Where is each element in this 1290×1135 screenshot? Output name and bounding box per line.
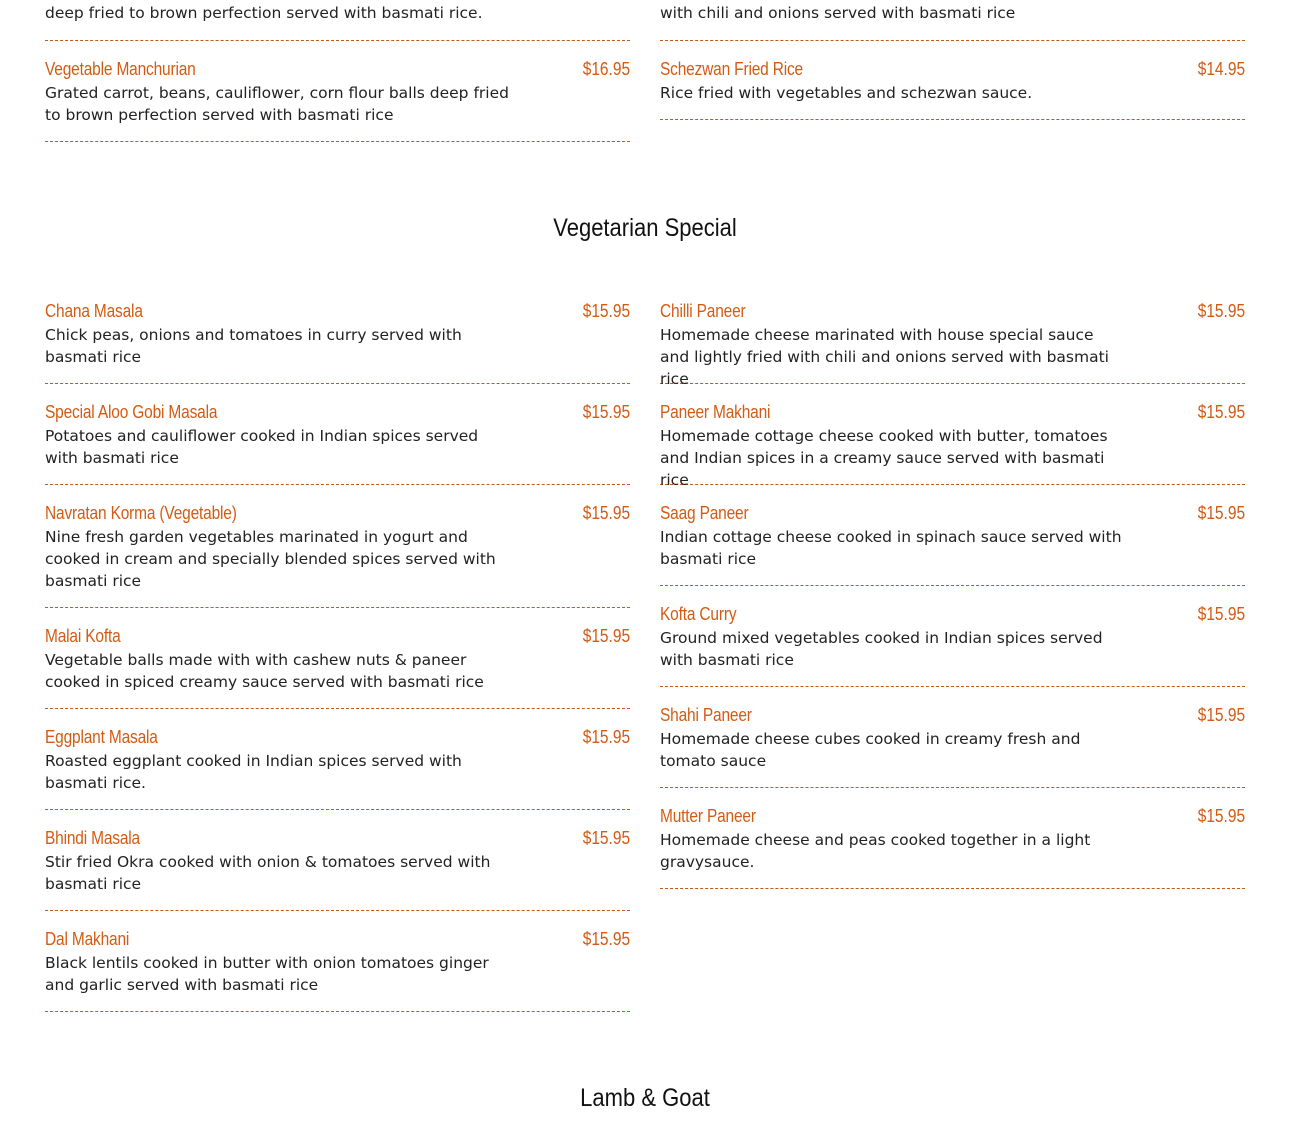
menu-item-name: Schezwan Fried Rice — [660, 59, 804, 79]
menu-item[interactable] — [45, 625, 630, 709]
menu-item[interactable] — [660, 805, 1245, 889]
menu-item-description: Ground mixed vegetables cooked in Indian spices served with basmati rice — [660, 629, 1103, 669]
menu-item-price: $15.95 — [1197, 705, 1245, 725]
menu-item-price: $15.95 — [582, 402, 630, 422]
menu-item-description: Rice fried with vegetables and schezwan sauce. — [660, 84, 1033, 102]
menu-item-name: Malai Kofta — [45, 626, 121, 646]
menu-item-name: Special Aloo Gobi Masala — [45, 402, 218, 422]
menu-item-name: Paneer Makhani — [660, 402, 771, 422]
menu-item-name: Bhindi Masala — [45, 828, 141, 848]
divider — [660, 40, 1245, 41]
menu-item[interactable] — [45, 928, 630, 1012]
menu-item[interactable] — [660, 300, 1245, 388]
menu-item-description: Roasted eggplant cooked in Indian spices served with basmati rice. — [45, 752, 462, 792]
menu-item-description: Grated carrot, beans, cauliflower, corn flour balls deep fried to brown perfection served with basmati rice — [45, 84, 509, 124]
menu-item-price: $15.95 — [582, 301, 630, 321]
menu-item-description: Homemade cheese and peas cooked together in a light gravysauce. — [660, 831, 1091, 871]
menu-item-name: Navratan Korma (Vegetable) — [45, 503, 237, 523]
menu-item-price: $15.95 — [582, 626, 630, 646]
menu-item-description: Black lentils cooked in butter with onion tomatoes ginger and garlic served with basmati rice — [45, 954, 489, 994]
menu-item-price: $16.95 — [582, 59, 630, 79]
menu-item-price: $15.95 — [582, 929, 630, 949]
menu-item-description-partial: with chili and onions served with basmati rice — [660, 4, 1016, 22]
menu-item[interactable] — [45, 827, 630, 911]
menu-item-price: $15.95 — [582, 727, 630, 747]
menu-item-price: $15.95 — [582, 503, 630, 523]
menu-item-description: Indian cottage cheese cooked in spinach sauce served with basmati rice — [660, 528, 1122, 568]
menu-item-description: Vegetable balls made with with cashew nuts & paneer cooked in spiced creamy sauce served with basmati rice — [45, 651, 484, 691]
menu-item-price: $15.95 — [1197, 503, 1245, 523]
menu-item-price: $15.95 — [1197, 806, 1245, 826]
menu-item-price: $14.95 — [1197, 59, 1245, 79]
menu-item-description: Chick peas, onions and tomatoes in curry served with basmati rice — [45, 326, 462, 366]
menu-item-description: Nine fresh garden vegetables marinated in yogurt and cooked in cream and specially blended spices served with basmati rice — [45, 528, 496, 590]
divider — [45, 40, 630, 41]
menu-item[interactable] — [660, 502, 1245, 586]
menu-item-name: Chilli Paneer — [660, 301, 746, 321]
menu-item-price: $15.95 — [582, 828, 630, 848]
menu-item[interactable] — [660, 603, 1245, 687]
menu-item[interactable] — [45, 726, 630, 810]
menu-item-description: Potatoes and cauliflower cooked in Indian spices served with basmati rice — [45, 427, 479, 467]
menu-item-price: $15.95 — [1197, 301, 1245, 321]
menu-item-description-partial: deep fried to brown perfection served with basmati rice. — [45, 4, 483, 22]
menu-item[interactable] — [660, 704, 1245, 788]
menu-item-name: Eggplant Masala — [45, 727, 158, 747]
menu-column-right — [660, 300, 1245, 889]
menu-item-description: Homemade cottage cheese cooked with butter, tomatoes and Indian spices in a creamy sauce served with basmati rice — [660, 427, 1108, 489]
menu-column-right-top — [660, 58, 1245, 120]
menu-item-name: Chana Masala — [45, 301, 143, 321]
menu-item-name: Mutter Paneer — [660, 806, 756, 826]
menu-item[interactable] — [45, 58, 630, 142]
menu-item[interactable] — [45, 401, 630, 485]
menu-item-name: Vegetable Manchurian — [45, 59, 196, 79]
menu-item[interactable] — [660, 58, 1245, 120]
menu-item-description: Homemade cheese cubes cooked in creamy fresh and tomato sauce — [660, 730, 1081, 770]
menu-item-price: $15.95 — [1197, 604, 1245, 624]
menu-item-price: $15.95 — [1197, 402, 1245, 422]
menu-column-left-top — [45, 58, 630, 142]
menu-item-description: Homemade cheese marinated with house special sauce and lightly fried with chili and onions served with basmati rice — [660, 326, 1109, 388]
menu-item-name: Shahi Paneer — [660, 705, 752, 725]
menu-item-name: Dal Makhani — [45, 929, 130, 949]
menu-item-name: Kofta Curry — [660, 604, 737, 624]
menu-item[interactable] — [45, 502, 630, 608]
menu-item[interactable] — [660, 401, 1245, 489]
section-title-lamb-goat: Lamb & Goat — [580, 1084, 710, 1112]
menu-item[interactable] — [45, 300, 630, 384]
section-title-vegetarian: Vegetarian Special — [553, 214, 737, 242]
menu-item-name: Saag Paneer — [660, 503, 749, 523]
menu-column-left — [45, 300, 630, 1012]
menu-item-description: Stir fried Okra cooked with onion & tomatoes served with basmati rice — [45, 853, 491, 893]
